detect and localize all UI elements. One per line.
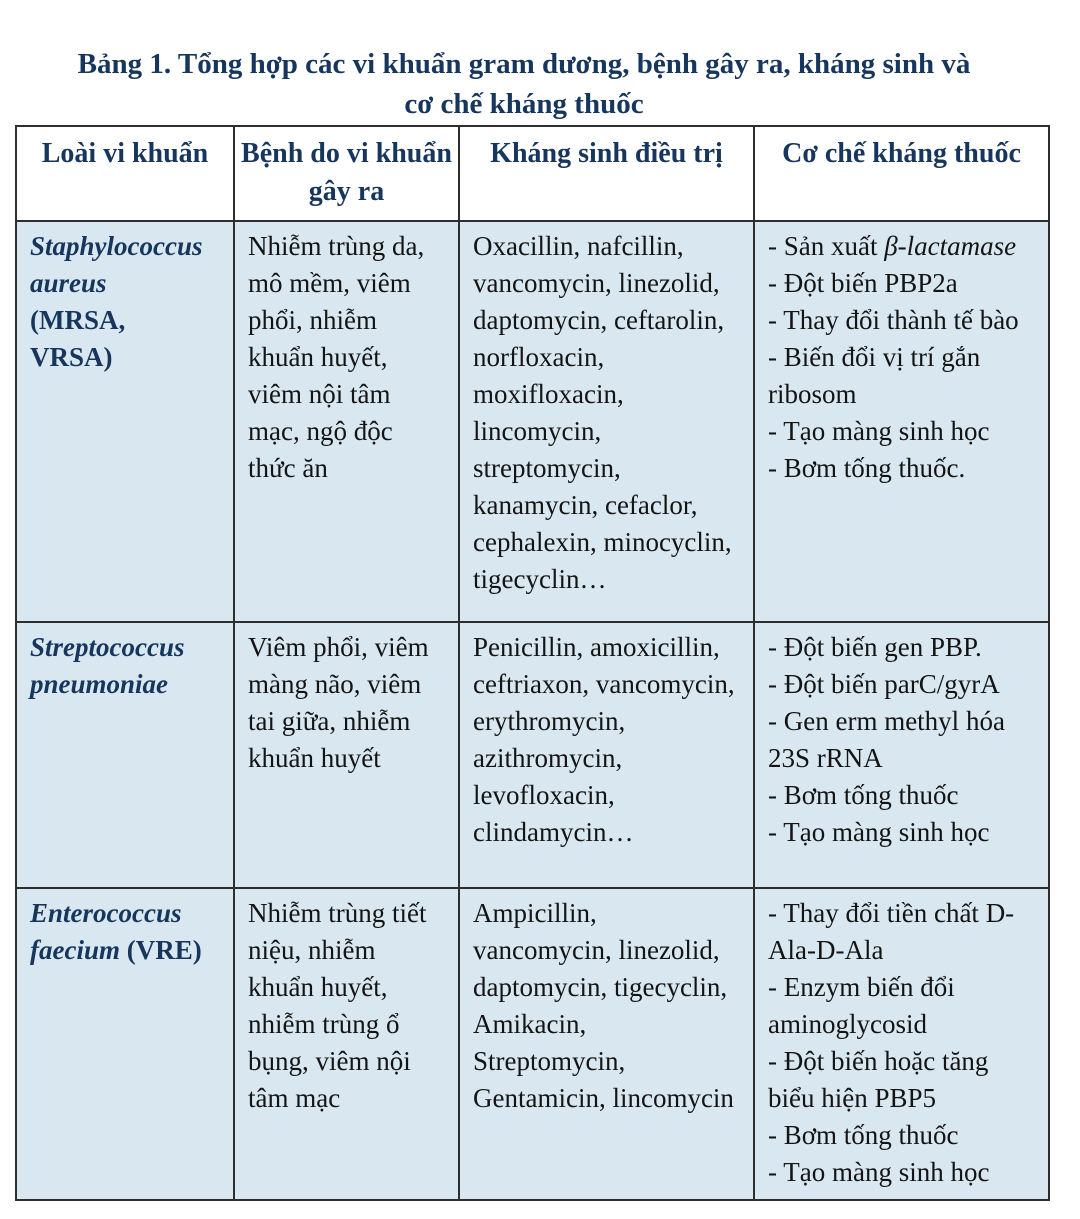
mechanism-item xyxy=(768,228,1036,265)
mechanism-item: - Bơm tống thuốc. xyxy=(768,453,966,483)
table-caption-line2: cơ chế kháng thuốc xyxy=(404,88,644,120)
mechanism-item: - Đột biến hoặc tăng biểu hiện PBP5 xyxy=(768,1046,989,1113)
mechanism-item: - Tạo màng sinh học xyxy=(768,817,990,847)
mechanism-item: - Bơm tống thuốc xyxy=(768,780,959,810)
cell-species xyxy=(16,221,234,622)
table-row-staphylococcus xyxy=(16,221,1049,622)
header-mechanisms: Cơ chế kháng thuốc xyxy=(754,126,1049,221)
species-name: Enterococcus faecium xyxy=(30,898,182,965)
mechanism-item: - Đột biến PBP2a xyxy=(768,268,958,298)
mechanism-text: - Sản xuất xyxy=(768,231,885,261)
species-note: (VRE) xyxy=(126,935,202,965)
mechanism-item: - Đột biến gen PBP. xyxy=(768,632,982,662)
mechanism-item: - Thay đổi thành tế bào xyxy=(768,305,1019,335)
mechanism-item: - Thay đổi tiền chất D-Ala-D-Ala xyxy=(768,898,1015,965)
table-caption-line1: Bảng 1. Tổng hợp các vi khuẩn gram dương, bệnh gây ra, kháng sinh và xyxy=(77,48,971,80)
mechanism-item: - Bơm tống thuốc xyxy=(768,1120,959,1150)
table-row-streptococcus xyxy=(16,622,1049,888)
mechanism-item: - Tạo màng sinh học xyxy=(768,416,990,446)
cell-antibiotics: Oxacillin, nafcillin, vancomycin, linezolid, daptomycin, ceftarolin, norfloxacin, moxifloxacin, lincomycin, streptomycin, kanamycin, cefaclor, cephalexin, minocyclin, tigecyclin… xyxy=(459,221,754,622)
cell-diseases: Nhiễm trùng tiết niệu, nhiễm khuẩn huyết, nhiễm trùng ổ bụng, viêm nội tâm mạc xyxy=(234,888,459,1200)
bacteria-table xyxy=(15,125,1050,1201)
species-name: Streptococcus pneumoniae xyxy=(30,632,185,699)
cell-species xyxy=(16,622,234,888)
table-caption xyxy=(0,0,1048,124)
mechanism-italic-term: β-lactamase xyxy=(884,231,1017,261)
cell-antibiotics: Ampicillin, vancomycin, linezolid, daptomycin, tigecyclin, Amikacin, Streptomycin, Gentamicin, lincomycin xyxy=(459,888,754,1200)
header-species: Loài vi khuẩn xyxy=(16,126,234,221)
cell-diseases: Nhiễm trùng da, mô mềm, viêm phổi, nhiễm khuẩn huyết, viêm nội tâm mạc, ngộ độc thức ăn xyxy=(234,221,459,622)
mechanism-item: - Biến đổi vị trí gắn ribosom xyxy=(768,342,981,409)
species-note: (MRSA, VRSA) xyxy=(30,305,126,372)
cell-mechanisms xyxy=(754,221,1049,622)
cell-species xyxy=(16,888,234,1200)
cell-diseases: Viêm phổi, viêm màng não, viêm tai giữa, nhiễm khuẩn huyết xyxy=(234,622,459,888)
mechanism-item: - Gen erm methyl hóa 23S rRNA xyxy=(768,706,1005,773)
cell-mechanisms xyxy=(754,622,1049,888)
table-row-enterococcus xyxy=(16,888,1049,1200)
cell-antibiotics: Penicillin, amoxicillin, ceftriaxon, vancomycin, erythromycin, azithromycin, levofloxacin, clindamycin… xyxy=(459,622,754,888)
species-name: Staphylococcus aureus xyxy=(30,231,203,298)
cell-mechanisms xyxy=(754,888,1049,1200)
mechanism-item: - Enzym biến đổi aminoglycosid xyxy=(768,972,955,1039)
header-antibiotics: Kháng sinh điều trị xyxy=(459,126,754,221)
mechanism-item: - Đột biến parC/gyrA xyxy=(768,669,1000,699)
table-header-row xyxy=(16,126,1049,221)
header-diseases: Bệnh do vi khuẩn gây ra xyxy=(234,126,459,221)
mechanism-item: - Tạo màng sinh học xyxy=(768,1157,990,1187)
